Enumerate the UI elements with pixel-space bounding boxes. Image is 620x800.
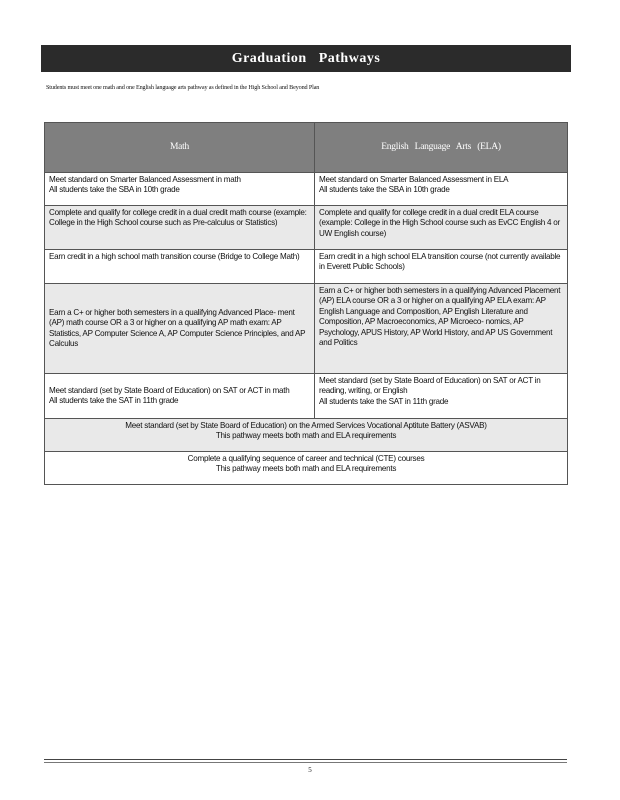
footer-divider — [44, 759, 567, 760]
page-title: Graduation Pathways — [231, 50, 381, 66]
page-title-banner — [41, 45, 571, 72]
ela-cell — [315, 250, 568, 284]
cell-line: All students take the SBA in 10th grade — [319, 185, 450, 195]
table-row — [45, 284, 568, 374]
cell-line: Earn credit in a high school math transition course (Bridge to College Math) — [49, 252, 300, 261]
cell-line: All students take the SBA in 10th grade — [49, 185, 180, 195]
math-cell — [45, 206, 315, 250]
ela-cell — [315, 173, 568, 206]
spanning-cell — [45, 419, 568, 452]
table-row — [45, 250, 568, 284]
cell-line: Complete a qualifying sequence of career and technical (CTE) courses — [187, 454, 425, 463]
math-cell — [45, 173, 315, 206]
cell-line: Meet standard (set by State Board of Education) on the Armed Services Vocational Aptitute Battery (ASVAB) — [125, 421, 487, 430]
table-row — [45, 173, 568, 206]
ela-cell — [315, 284, 568, 374]
cell-line: All students take the SAT in 11th grade — [319, 396, 449, 406]
pathways-table — [44, 122, 568, 485]
cell-line: This pathway meets both math and ELA requirements — [215, 464, 397, 474]
cell-line: All students take the SAT in 11th grade — [49, 396, 179, 405]
spanning-cell — [45, 452, 568, 485]
cell-line: Earn a C+ or higher both semesters in a qualifying Advanced Placement (AP) ELA course OR a 3 or higher on a qualifying AP ELA exam: AP English Language and Composition, AP English Literature and Composition, AP Macroeconomics, AP Microeco- nomics, AP Psychology, APUS History, AP World History, and AP US Government and Politics — [319, 286, 561, 348]
cell-line: Earn a C+ or higher both semesters in a qualifying Advanced Place- ment (AP) math course OR a 3 or higher on a qualifying AP math exam: AP Statistics, AP Computer Science A, AP Computer Science Principles, and AP Calculus — [49, 307, 306, 348]
math-cell — [45, 284, 315, 374]
table-row — [45, 452, 568, 485]
table-header-row — [45, 123, 568, 173]
ela-cell — [315, 374, 568, 419]
footer-divider — [44, 762, 567, 763]
cell-line: This pathway meets both math and ELA requirements — [215, 431, 397, 441]
table-row — [45, 419, 568, 452]
math-cell — [45, 250, 315, 284]
table-row — [45, 374, 568, 419]
ela-cell — [315, 206, 568, 250]
cell-line: Complete and qualify for college credit in a dual credit ELA course (example: College in the High School course such as EvCC English 4 or UW English course) — [319, 208, 560, 238]
cell-line: Meet standard (set by State Board of Education) on SAT or ACT in math — [49, 385, 290, 395]
ela-column-header: English Language Arts (ELA) — [315, 123, 568, 173]
intro-text: Students must meet one math and one English language arts pathway as defined in the High School and Beyond Plan — [46, 84, 320, 91]
cell-line: Meet standard (set by State Board of Education) on SAT or ACT in reading, writing, or English — [319, 376, 541, 396]
cell-line: Earn credit in a high school ELA transition course (not currently available in Everett Public Schools) — [319, 252, 561, 272]
math-column-header: Math — [45, 123, 315, 173]
cell-line: Complete and qualify for college credit in a dual credit math course (example: College in the High School course such as Pre-calculus or Statistics) — [49, 208, 307, 228]
page-number: 5 — [308, 766, 312, 774]
table-row — [45, 206, 568, 250]
cell-line: Meet standard on Smarter Balanced Assessment in math — [49, 175, 241, 184]
cell-line: Meet standard on Smarter Balanced Assessment in ELA — [319, 175, 509, 184]
math-cell — [45, 374, 315, 419]
